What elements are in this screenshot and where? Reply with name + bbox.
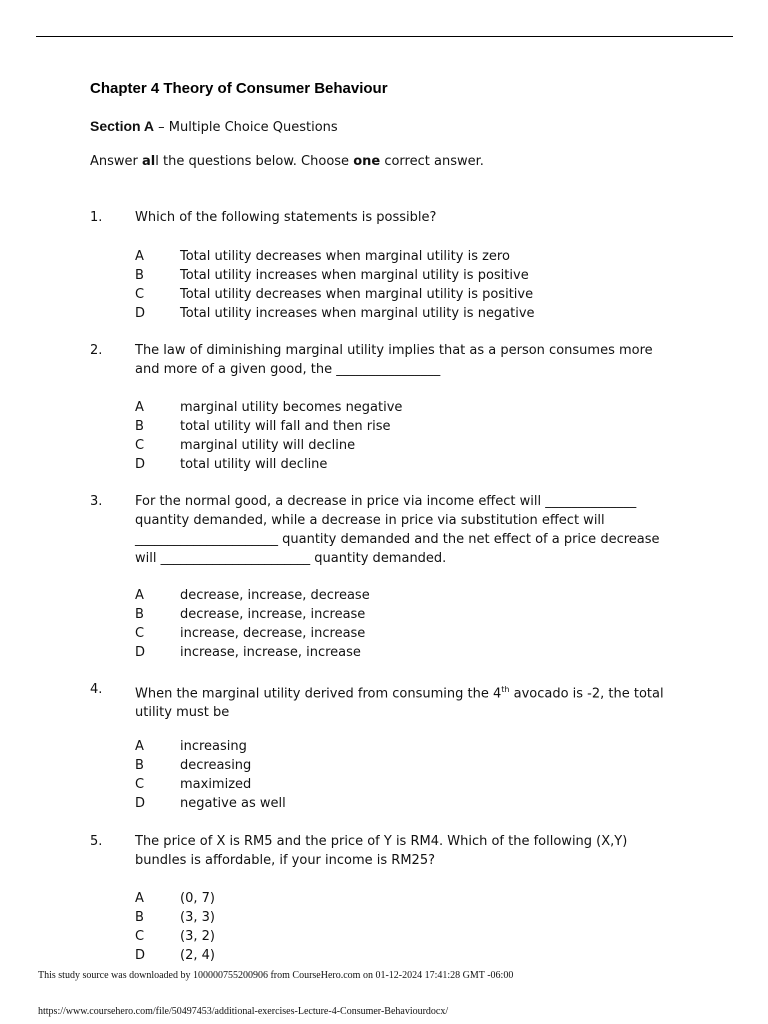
instruction-emphasis-all: al xyxy=(142,154,156,169)
instruction-line xyxy=(90,154,484,169)
option-letter: B xyxy=(135,910,144,925)
option-letter: A xyxy=(135,400,144,415)
section-label: Section A xyxy=(90,118,155,134)
instruction-part: Answer xyxy=(90,154,143,169)
option-text: negative as well xyxy=(180,796,286,811)
instruction-emphasis-one: one xyxy=(353,154,381,169)
option-letter: D xyxy=(135,948,146,963)
question-text-part: avocado is -2, the total utility must be xyxy=(135,686,664,721)
option-text: Total utility decreases when marginal utility is positive xyxy=(180,287,534,302)
option-letter: A xyxy=(135,588,144,603)
option-letter: A xyxy=(135,249,144,264)
question-text: The law of diminishing marginal utility implies that as a person consumes more and more of a given good, the ________________ xyxy=(135,343,653,377)
section-heading xyxy=(90,118,338,135)
download-notice: This study source was downloaded by 100000755200906 from CourseHero.com on 01-12-2024 17:41:28 GMT -06:00 xyxy=(38,970,514,981)
option-text: increase, increase, increase xyxy=(180,645,361,660)
option-text: decrease, increase, decrease xyxy=(180,588,370,603)
option-text: marginal utility becomes negative xyxy=(180,400,403,415)
question-number: 4. xyxy=(90,682,103,697)
option-text: maximized xyxy=(180,777,252,792)
instruction-part: l the questions below. Choose xyxy=(155,154,354,169)
option-letter: A xyxy=(135,739,144,754)
option-text: Total utility increases when marginal utility is positive xyxy=(180,268,529,283)
question-text xyxy=(135,680,680,722)
option-text: (3, 2) xyxy=(180,929,215,944)
option-text: marginal utility will decline xyxy=(180,438,356,453)
option-letter: C xyxy=(135,929,145,944)
source-url-link[interactable]: https://www.coursehero.com/file/50497453/additional-exercises-Lecture-4-Consumer-Behaviourdocx/ xyxy=(38,1006,449,1017)
option-letter: C xyxy=(135,438,145,453)
question-text: For the normal good, a decrease in price via income effect will ______________ quantity demanded, while a decrease in price via substitution effect will ______________________ quantity demanded and the net effect of a price decrease will _______________________ quantity demanded. xyxy=(135,494,660,566)
option-text: (0, 7) xyxy=(180,891,215,906)
question-number: 3. xyxy=(90,494,103,509)
option-text: Total utility increases when marginal utility is negative xyxy=(180,306,535,321)
option-text: decreasing xyxy=(180,758,252,773)
option-letter: C xyxy=(135,777,145,792)
question-number: 2. xyxy=(90,343,103,358)
option-text: Total utility decreases when marginal utility is zero xyxy=(180,249,510,264)
option-text: increase, decrease, increase xyxy=(180,626,366,641)
question-text: Which of the following statements is possible? xyxy=(135,210,437,225)
question-text-part: When the marginal utility derived from consuming the 4 xyxy=(135,686,502,702)
section-subtitle: – Multiple Choice Questions xyxy=(154,120,338,135)
option-text: increasing xyxy=(180,739,247,754)
option-text: (2, 4) xyxy=(180,948,215,963)
option-letter: B xyxy=(135,758,144,773)
option-text: total utility will decline xyxy=(180,457,328,472)
chapter-title: Chapter 4 Theory of Consumer Behaviour xyxy=(90,80,388,97)
option-letter: B xyxy=(135,419,144,434)
instruction-part: correct answer. xyxy=(380,154,484,169)
option-letter: C xyxy=(135,287,145,302)
option-letter: D xyxy=(135,306,146,321)
ordinal-superscript: th xyxy=(501,685,510,694)
top-rule xyxy=(36,36,733,37)
option-letter: D xyxy=(135,645,146,660)
option-letter: D xyxy=(135,796,146,811)
option-text: (3, 3) xyxy=(180,910,215,925)
option-letter: B xyxy=(135,607,144,622)
option-letter: A xyxy=(135,891,144,906)
question-number: 5. xyxy=(90,834,103,849)
option-letter: C xyxy=(135,626,145,641)
question-text: The price of X is RM5 and the price of Y is RM4. Which of the following (X,Y) bundles is affordable, if your income is RM25? xyxy=(135,834,628,868)
question-number: 1. xyxy=(90,210,103,225)
option-letter: D xyxy=(135,457,146,472)
option-text: decrease, increase, increase xyxy=(180,607,366,622)
option-letter: B xyxy=(135,268,144,283)
option-text: total utility will fall and then rise xyxy=(180,419,391,434)
